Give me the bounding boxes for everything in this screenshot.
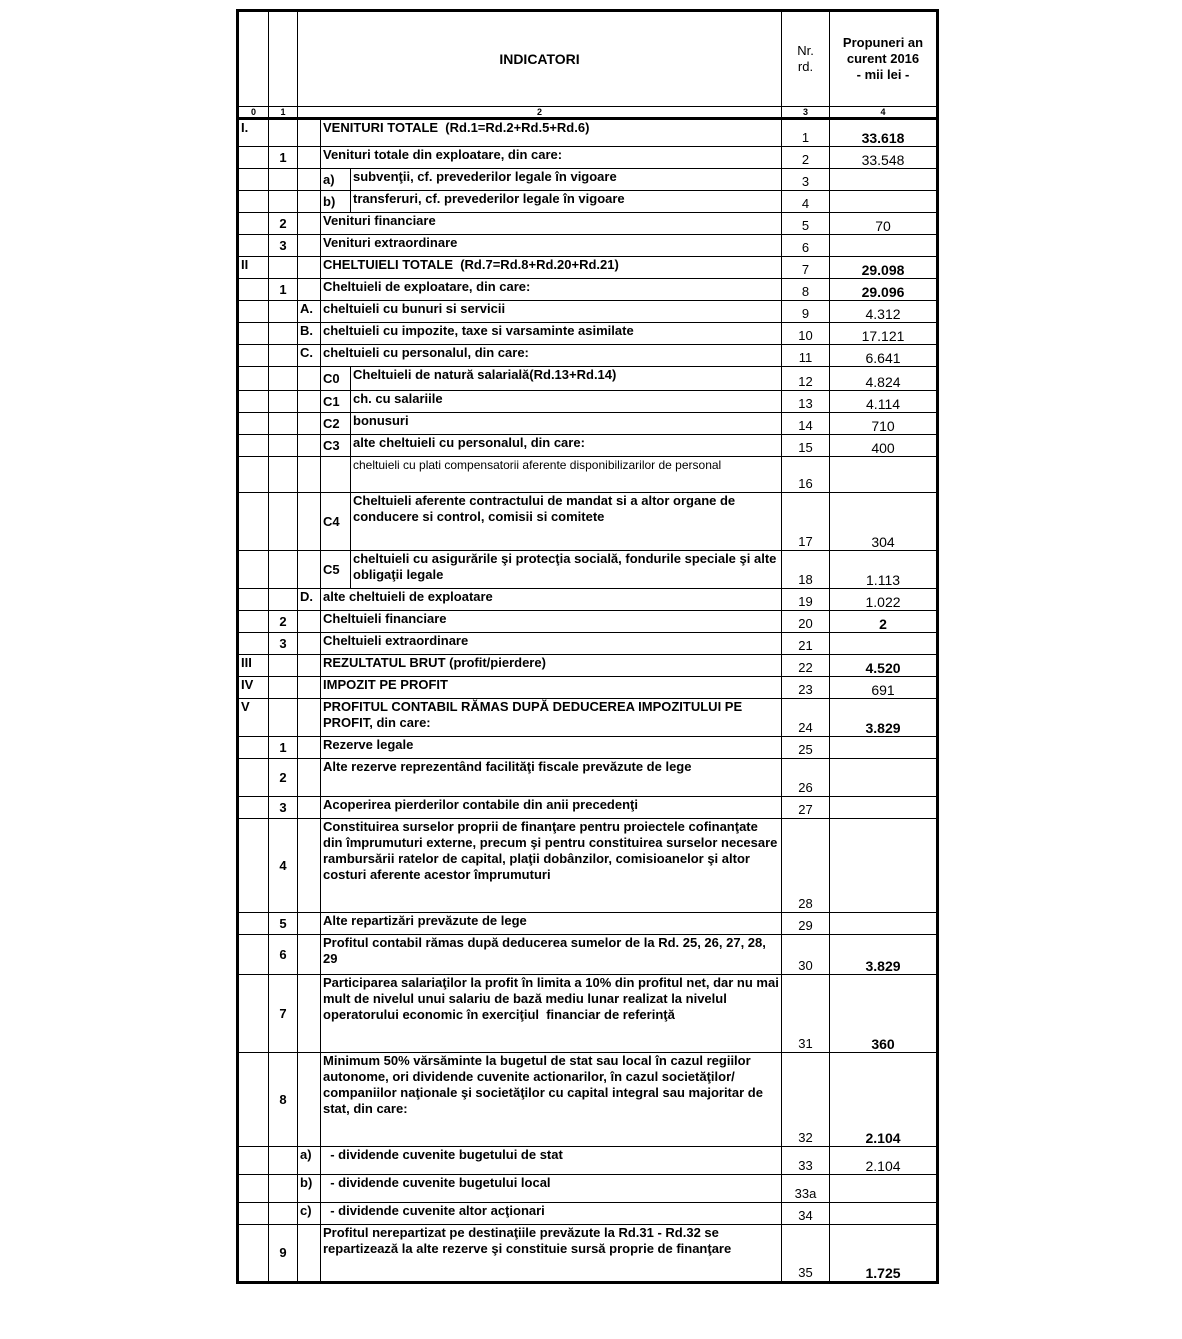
row-roman (238, 975, 269, 1053)
row-number (269, 1175, 298, 1203)
row-rd: 34 (782, 1203, 830, 1225)
row-text: cheltuieli cu bunuri si servicii (321, 301, 782, 323)
row-text: ch. cu salariile (351, 391, 782, 413)
row-rd: 8 (782, 279, 830, 301)
colnum-0: 0 (238, 107, 269, 119)
row-letter (298, 611, 321, 633)
row-rd: 20 (782, 611, 830, 633)
row-rd: 5 (782, 213, 830, 235)
row-text: - dividende cuvenite altor acţionari (321, 1203, 782, 1225)
table-row (238, 677, 938, 699)
row-rd: 21 (782, 633, 830, 655)
row-text: Alte repartizări prevăzute de lege (321, 913, 782, 935)
row-sub (321, 457, 351, 493)
table-row (238, 633, 938, 655)
row-rd: 23 (782, 677, 830, 699)
row-text: Cheltuieli extraordinare (321, 633, 782, 655)
table-row (238, 551, 938, 589)
row-value: 33.548 (830, 147, 938, 169)
row-roman (238, 191, 269, 213)
row-rd: 22 (782, 655, 830, 677)
row-letter (298, 1225, 321, 1283)
row-text: Venituri totale din exploatare, din care: (321, 147, 782, 169)
row-roman: II (238, 257, 269, 279)
row-letter (298, 213, 321, 235)
row-number (269, 301, 298, 323)
row-text: bonusuri (351, 413, 782, 435)
row-letter (298, 279, 321, 301)
row-value: 6.641 (830, 345, 938, 367)
row-rd: 25 (782, 737, 830, 759)
row-letter (298, 457, 321, 493)
row-roman (238, 935, 269, 975)
row-value (830, 737, 938, 759)
row-number: 3 (269, 633, 298, 655)
header-propuneri: Propuneri an curent 2016 - mii lei - (830, 11, 938, 107)
row-value: 29.098 (830, 257, 938, 279)
row-value: 4.824 (830, 367, 938, 391)
row-roman (238, 797, 269, 819)
row-rd: 24 (782, 699, 830, 737)
row-value (830, 633, 938, 655)
header-col1 (269, 11, 298, 107)
row-rd: 28 (782, 819, 830, 913)
row-value: 691 (830, 677, 938, 699)
table-row (238, 257, 938, 279)
row-sub: C2 (321, 413, 351, 435)
row-roman (238, 493, 269, 551)
row-value (830, 1203, 938, 1225)
row-value: 3.829 (830, 699, 938, 737)
row-roman (238, 913, 269, 935)
row-number (269, 257, 298, 279)
row-roman (238, 633, 269, 655)
row-sub: C4 (321, 493, 351, 551)
row-text: Venituri financiare (321, 213, 782, 235)
row-sub: a) (321, 169, 351, 191)
colnum-2: 2 (298, 107, 782, 119)
row-sub: C0 (321, 367, 351, 391)
row-letter (298, 257, 321, 279)
indicators-table (236, 9, 939, 1284)
row-roman (238, 611, 269, 633)
row-roman (238, 1147, 269, 1175)
row-text: Minimum 50% vărsăminte la bugetul de stat sau local în cazul regiilor autonome, ori dividende cuvenite actionarilor, în cazul societăţilor/ companiilor naţionale şi societăţilor cu capital integral sau majoritar de stat, din care: (321, 1053, 782, 1147)
row-roman (238, 391, 269, 413)
row-letter: b) (298, 1175, 321, 1203)
row-number (269, 457, 298, 493)
colnum-1: 1 (269, 107, 298, 119)
row-text: PROFITUL CONTABIL RĂMAS DUPĂ DEDUCEREA IMPOZITULUI PE PROFIT, din care: (321, 699, 782, 737)
row-number (269, 323, 298, 345)
row-rd: 27 (782, 797, 830, 819)
row-letter (298, 191, 321, 213)
table-row (238, 147, 938, 169)
row-text: alte cheltuieli de exploatare (321, 589, 782, 611)
row-roman (238, 457, 269, 493)
row-roman (238, 235, 269, 257)
row-number: 1 (269, 147, 298, 169)
row-rd: 2 (782, 147, 830, 169)
row-letter (298, 737, 321, 759)
table-row (238, 235, 938, 257)
row-rd: 11 (782, 345, 830, 367)
row-number: 8 (269, 1053, 298, 1147)
indicators-table-container (236, 9, 936, 1284)
row-number (269, 435, 298, 457)
table-row (238, 119, 938, 147)
row-value (830, 1175, 938, 1203)
table-row (238, 819, 938, 913)
table-row (238, 301, 938, 323)
row-rd: 6 (782, 235, 830, 257)
row-value: 33.618 (830, 119, 938, 147)
row-value: 2.104 (830, 1053, 938, 1147)
row-roman (238, 413, 269, 435)
table-row (238, 493, 938, 551)
row-letter: D. (298, 589, 321, 611)
row-letter (298, 493, 321, 551)
row-letter (298, 435, 321, 457)
row-roman (238, 367, 269, 391)
row-roman (238, 819, 269, 913)
row-number (269, 551, 298, 589)
table-row (238, 213, 938, 235)
row-number (269, 119, 298, 147)
row-number (269, 589, 298, 611)
table-row (238, 191, 938, 213)
row-rd: 7 (782, 257, 830, 279)
row-roman (238, 759, 269, 797)
row-value: 70 (830, 213, 938, 235)
row-roman (238, 301, 269, 323)
row-text: Alte rezerve reprezentând facilităţi fiscale prevăzute de lege (321, 759, 782, 797)
row-letter (298, 633, 321, 655)
row-number: 3 (269, 235, 298, 257)
row-letter (298, 975, 321, 1053)
row-rd: 18 (782, 551, 830, 589)
row-roman: V (238, 699, 269, 737)
row-letter (298, 119, 321, 147)
row-number: 1 (269, 737, 298, 759)
row-rd: 13 (782, 391, 830, 413)
table-row (238, 975, 938, 1053)
table-row (238, 1175, 938, 1203)
table-row (238, 345, 938, 367)
row-value: 400 (830, 435, 938, 457)
header-indicatori: INDICATORI (298, 11, 782, 107)
row-rd: 26 (782, 759, 830, 797)
row-text: subvenţii, cf. prevederilor legale în vigoare (351, 169, 782, 191)
row-sub: b) (321, 191, 351, 213)
row-value: 4.114 (830, 391, 938, 413)
row-letter: A. (298, 301, 321, 323)
row-number (269, 367, 298, 391)
row-roman (238, 1175, 269, 1203)
row-value (830, 819, 938, 913)
row-letter (298, 235, 321, 257)
row-number: 7 (269, 975, 298, 1053)
row-rd: 33a (782, 1175, 830, 1203)
row-text: cheltuieli cu personalul, din care: (321, 345, 782, 367)
row-rd: 4 (782, 191, 830, 213)
row-value: 710 (830, 413, 938, 435)
row-value: 360 (830, 975, 938, 1053)
row-roman (238, 551, 269, 589)
row-letter (298, 169, 321, 191)
row-value (830, 235, 938, 257)
header-nr-rd: Nr. rd. (782, 11, 830, 107)
table-row (238, 913, 938, 935)
colnum-4: 4 (830, 107, 938, 119)
row-rd: 12 (782, 367, 830, 391)
row-value (830, 797, 938, 819)
row-sub: C1 (321, 391, 351, 413)
row-letter: B. (298, 323, 321, 345)
row-number (269, 1203, 298, 1225)
row-letter (298, 367, 321, 391)
row-roman (238, 589, 269, 611)
row-rd: 9 (782, 301, 830, 323)
row-number (269, 345, 298, 367)
table-row (238, 589, 938, 611)
row-roman (238, 169, 269, 191)
table-row (238, 797, 938, 819)
table-row (238, 759, 938, 797)
table-row (238, 655, 938, 677)
row-rd: 35 (782, 1225, 830, 1283)
row-text: Rezerve legale (321, 737, 782, 759)
row-value (830, 913, 938, 935)
row-letter (298, 551, 321, 589)
table-row (238, 367, 938, 391)
table-row (238, 1203, 938, 1225)
row-text: cheltuieli cu plati compensatorii aferente disponibilizarilor de personal (351, 457, 782, 493)
row-value: 4.520 (830, 655, 938, 677)
header-col0 (238, 11, 269, 107)
row-value: 1.725 (830, 1225, 938, 1283)
row-letter (298, 913, 321, 935)
row-number (269, 677, 298, 699)
row-text: cheltuieli cu asigurările şi protecţia socială, fondurile speciale şi alte obligaţii legale (351, 551, 782, 589)
row-text: VENITURI TOTALE (Rd.1=Rd.2+Rd.5+Rd.6) (321, 119, 782, 147)
row-letter (298, 391, 321, 413)
table-row (238, 323, 938, 345)
table-row (238, 279, 938, 301)
row-roman (238, 435, 269, 457)
row-rd: 16 (782, 457, 830, 493)
row-letter (298, 1053, 321, 1147)
row-value (830, 191, 938, 213)
row-roman (238, 345, 269, 367)
row-letter (298, 797, 321, 819)
row-number (269, 493, 298, 551)
row-roman: I. (238, 119, 269, 147)
row-sub: C5 (321, 551, 351, 589)
row-number: 2 (269, 213, 298, 235)
row-roman (238, 737, 269, 759)
row-roman (238, 323, 269, 345)
row-value: 1.113 (830, 551, 938, 589)
row-rd: 30 (782, 935, 830, 975)
table-row (238, 1225, 938, 1283)
row-letter (298, 147, 321, 169)
row-roman: IV (238, 677, 269, 699)
row-letter: c) (298, 1203, 321, 1225)
row-letter (298, 699, 321, 737)
row-value: 4.312 (830, 301, 938, 323)
table-row (238, 611, 938, 633)
row-roman (238, 1053, 269, 1147)
row-rd: 14 (782, 413, 830, 435)
row-rd: 1 (782, 119, 830, 147)
row-number: 2 (269, 759, 298, 797)
row-letter: a) (298, 1147, 321, 1175)
table-row (238, 413, 938, 435)
row-number: 9 (269, 1225, 298, 1283)
row-rd: 17 (782, 493, 830, 551)
row-text: Cheltuieli de natură salarială(Rd.13+Rd.14) (351, 367, 782, 391)
row-text: - dividende cuvenite bugetului local (321, 1175, 782, 1203)
row-letter (298, 655, 321, 677)
row-rd: 3 (782, 169, 830, 191)
row-text: IMPOZIT PE PROFIT (321, 677, 782, 699)
row-value: 1.022 (830, 589, 938, 611)
row-value (830, 457, 938, 493)
row-roman (238, 1203, 269, 1225)
table-row (238, 169, 938, 191)
row-value (830, 759, 938, 797)
row-value: 17.121 (830, 323, 938, 345)
row-value: 304 (830, 493, 938, 551)
row-text: Venituri extraordinare (321, 235, 782, 257)
row-number (269, 391, 298, 413)
table-row (238, 1053, 938, 1147)
table-row (238, 737, 938, 759)
row-value: 2 (830, 611, 938, 633)
table-row (238, 435, 938, 457)
row-rd: 32 (782, 1053, 830, 1147)
table-row (238, 391, 938, 413)
row-letter (298, 413, 321, 435)
row-text: Cheltuieli financiare (321, 611, 782, 633)
row-number: 6 (269, 935, 298, 975)
row-text: Participarea salariaţilor la profit în limita a 10% din profitul net, dar nu mai mult de nivelul unui salariu de bază mediu lunar realizat la nivelul operatorului economic în exerciţiul financiar de referinţă (321, 975, 782, 1053)
row-letter (298, 759, 321, 797)
row-value: 2.104 (830, 1147, 938, 1175)
row-text: Profitul nerepartizat pe destinaţiile prevăzute la Rd.31 - Rd.32 se repartizează la alte rezerve şi constituie sursă proprie de finanţare (321, 1225, 782, 1283)
row-roman (238, 213, 269, 235)
row-rd: 19 (782, 589, 830, 611)
row-roman (238, 279, 269, 301)
row-roman (238, 147, 269, 169)
row-text: Constituirea surselor proprii de finanţare pentru proiectele cofinanţate din împrumuturi externe, precum şi pentru constituirea surselor necesare rambursării ratelor de capital, plaţii dobânzilor, comisioanelor şi altor costuri aferente acestor împrumuturi (321, 819, 782, 913)
row-roman (238, 1225, 269, 1283)
row-text: transferuri, cf. prevederilor legale în vigoare (351, 191, 782, 213)
row-text: Profitul contabil rămas după deducerea sumelor de la Rd. 25, 26, 27, 28, 29 (321, 935, 782, 975)
row-number: 2 (269, 611, 298, 633)
row-rd: 10 (782, 323, 830, 345)
row-text: Acoperirea pierderilor contabile din anii precedenţi (321, 797, 782, 819)
row-number: 5 (269, 913, 298, 935)
row-number (269, 699, 298, 737)
row-number: 1 (269, 279, 298, 301)
row-rd: 15 (782, 435, 830, 457)
table-row (238, 457, 938, 493)
row-text: REZULTATUL BRUT (profit/pierdere) (321, 655, 782, 677)
row-number (269, 169, 298, 191)
row-value (830, 169, 938, 191)
table-row (238, 699, 938, 737)
row-value: 3.829 (830, 935, 938, 975)
table-row (238, 935, 938, 975)
row-rd: 33 (782, 1147, 830, 1175)
row-number: 4 (269, 819, 298, 913)
row-letter (298, 819, 321, 913)
row-text: - dividende cuvenite bugetului de stat (321, 1147, 782, 1175)
row-number (269, 191, 298, 213)
row-rd: 29 (782, 913, 830, 935)
row-number: 3 (269, 797, 298, 819)
row-rd: 31 (782, 975, 830, 1053)
row-text: cheltuieli cu impozite, taxe si varsaminte asimilate (321, 323, 782, 345)
row-text: Cheltuieli aferente contractului de mandat si a altor organe de conducere si control, comisii si comitete (351, 493, 782, 551)
row-number (269, 1147, 298, 1175)
row-text: alte cheltuieli cu personalul, din care: (351, 435, 782, 457)
row-letter (298, 677, 321, 699)
colnum-3: 3 (782, 107, 830, 119)
row-letter (298, 935, 321, 975)
table-row (238, 1147, 938, 1175)
row-number (269, 413, 298, 435)
row-roman: III (238, 655, 269, 677)
row-value: 29.096 (830, 279, 938, 301)
row-text: CHELTUIELI TOTALE (Rd.7=Rd.8+Rd.20+Rd.21) (321, 257, 782, 279)
row-sub: C3 (321, 435, 351, 457)
row-number (269, 655, 298, 677)
row-letter: C. (298, 345, 321, 367)
row-text: Cheltuieli de exploatare, din care: (321, 279, 782, 301)
